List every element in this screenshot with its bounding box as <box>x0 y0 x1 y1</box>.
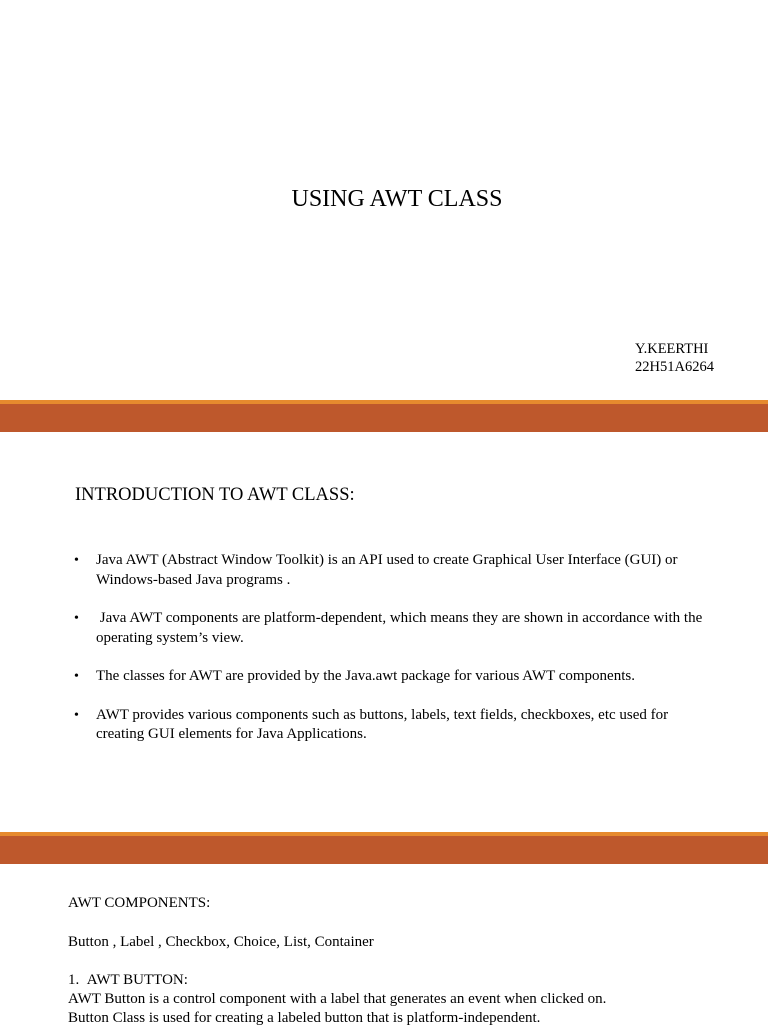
components-list: Button , Label , Checkbox, Choice, List, Container <box>68 934 374 950</box>
section-line-1: AWT Button is a control component with a label that generates an event when clicked on. <box>68 991 607 1007</box>
title-slide <box>0 0 768 400</box>
bullet-text: Java AWT components are platform-dependent, which means they are shown in accordance with the operating system’s view. <box>96 610 703 646</box>
divider-band-fill <box>0 404 768 432</box>
slide-divider-band <box>0 832 768 864</box>
author-name: Y.KEERTHI <box>635 341 709 357</box>
intro-heading: INTRODUCTION TO AWT CLASS: <box>75 485 355 505</box>
bullet-icon: • <box>74 611 79 626</box>
slide-title: USING AWT CLASS <box>291 186 503 212</box>
list-item <box>74 667 714 687</box>
bullet-text: AWT provides various components such as buttons, labels, text fields, checkboxes, etc used for creating GUI elements for Java Applications. <box>96 706 669 742</box>
components-heading: AWT COMPONENTS: <box>68 895 211 911</box>
list-item <box>74 706 714 745</box>
author-block <box>635 340 714 376</box>
bullet-icon: • <box>74 669 79 684</box>
divider-band-fill <box>0 836 768 864</box>
intro-bullet-list <box>74 551 714 764</box>
bullet-text: Java AWT (Abstract Window Toolkit) is an API used to create Graphical User Interface (GUI) or Windows-based Java programs . <box>96 552 678 588</box>
list-item <box>74 551 714 590</box>
components-slide <box>0 865 768 1024</box>
list-item <box>74 609 714 648</box>
section-title: 1. AWT BUTTON: <box>68 972 188 988</box>
bullet-icon: • <box>74 553 79 568</box>
bullet-text: The classes for AWT are provided by the Java.awt package for various AWT components. <box>96 668 635 684</box>
section-line-2: Button Class is used for creating a labeled button that is platform-independent. <box>68 1010 541 1026</box>
bullet-icon: • <box>74 707 79 723</box>
author-id: 22H51A6264 <box>635 359 714 375</box>
intro-slide <box>0 432 768 832</box>
slide-divider-band <box>0 400 768 432</box>
